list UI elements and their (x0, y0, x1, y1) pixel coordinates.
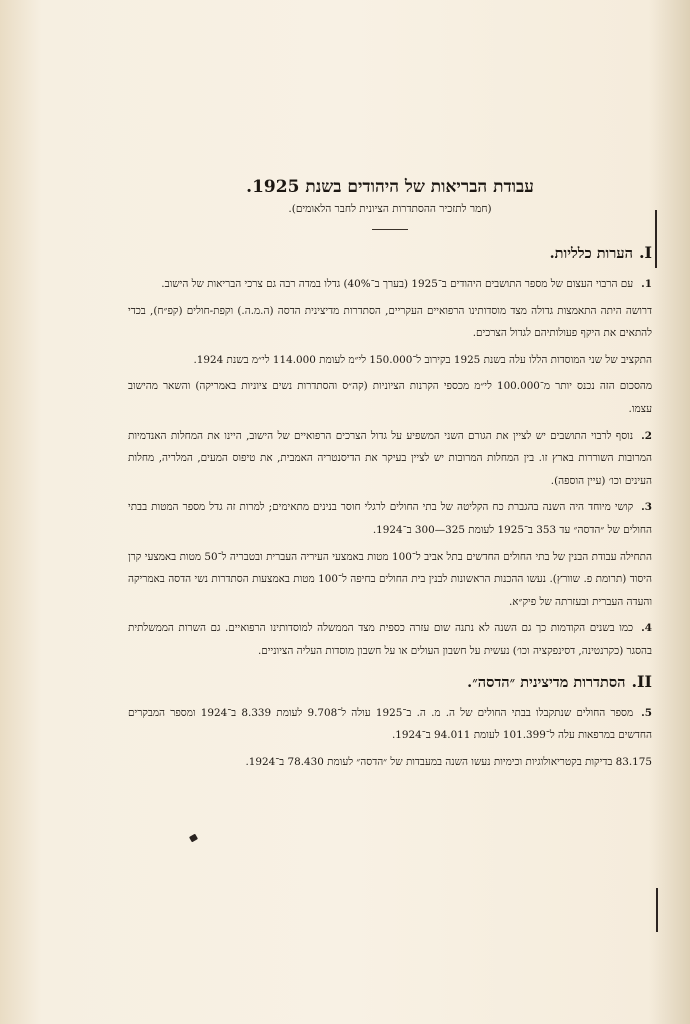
paragraph-number: 4. (641, 622, 652, 635)
paragraph (128, 300, 652, 345)
section-2-number: II. (631, 671, 652, 691)
document-body (128, 175, 652, 777)
document-title: עבודת הבריאות של היהודים בשנת 1925. (246, 177, 534, 197)
ink-spot (189, 834, 198, 843)
paragraph-text: מהסכום הזה נכנס יותר מ־100.000 לי״מ מכספי הקרנות הציוניות (קה״ס והסתדרות נשים ציוניות באמריקה) והשאר מהישוב עצמו. (128, 380, 652, 415)
paragraph-text: קושי מיוחד היה השנה בהגברת כח הקליטה של בתי החולים לרגלי חוסר בנינים מתאימים; למרות זה גדל מספר המטות בבתי החולים של ״הדסה״ עד 353 ב־1925 לעומת 325—300 ב־1924. (128, 501, 652, 536)
paragraph (128, 702, 652, 747)
paragraph (128, 617, 652, 662)
section-2-title: הסתדרות מדיצינית ״הדסה״. (467, 673, 626, 691)
section-2-heading (128, 671, 652, 694)
paragraph (128, 496, 652, 541)
paragraph-text: כמו בשנים הקודמות כך גם השנה לא נתנה שום עזרה כספית מצד הממשלה למוסדותינו הרפואיים. גם השרות הממשלתית בהסגר (כקרנטינה, דסינפקציה וכו׳) נעשית על חשבון העולים או על חשבון מוסדות העליה הציוניים. (128, 622, 652, 657)
paragraph-text: התחילה עבודת הבנין של בתי החולים החדשים בתל אביב ל־100 מטות באמצעי העיריה העברית ובטבריה ל־50 מטות באמצעי קרן היסוד (תרומת פ. שוורץ). נעשו ההכנות הראשונות לבנין בית החולים בחיפה ל־100 מטות באמצעות הסתדרות נשי הדסה באמריקה והעדה העברית ובעזרתה של פיק״א. (128, 550, 652, 608)
section-1-heading (128, 242, 652, 265)
paragraph-number: 3. (641, 501, 652, 514)
binding-mark-bottom (656, 888, 658, 932)
paragraph (128, 751, 652, 774)
paragraph-text: 83.175 בדיקות בקטריאולוגיות וכימיות נעשו השנה במעבדות של ״הדסה״ לעומת 78.430 ב־1924. (245, 755, 652, 768)
paragraph-text: מספר החולים שנתקבלו בבתי החולים של ה. מ. ה. ב־1925 עולה ל־9.708 לעומת 8.339 ב־1924 ומספר המבקרים החדשים במרפאות עלה ל־101.399 לעומת 94.011 ב־1924. (128, 706, 652, 742)
section-1-title: הערות כלליות. (549, 245, 633, 262)
paragraph-text: נוסף לרבוי התושבים יש לציין את הגורם השני המשפיע על גדול הצרכים הרפואיים של הישוב, היינו את המחלות האנדמיות המרובות השוררות בארץ זו. בין המחלות המרובות יש לציין בעיקר את הדיסנטריה האמבית, את טיפוס המעים, המלריה, מחלות העינים וכו׳ (עיין הוספה). (128, 429, 652, 487)
paragraph-text: דרושה היתה התאמצות גדולה מצד מוסדותינו הרפואיים העקריים, הסתדרות מדיצינית הדסה (ה.מ.ה.) וקפת-חולים (קפ״ח), בכדי להתאים את היקף פעולותיהם לגדול הצרכים. (128, 304, 652, 340)
section-1-number: I. (638, 243, 652, 262)
paragraph-text: התקציב של שני המוסדות הללו עלה בשנת 1925 בקירוב ל־150.000 לי״מ לעומת 114.000 לי״מ בשנת 1924. (193, 353, 652, 366)
paragraph-number: 1. (641, 278, 652, 290)
document-subtitle: (חמר לתזכיר ההסתדרות הציונית לחבר הלאומים). (288, 203, 492, 215)
paragraph (128, 425, 652, 493)
paragraph (128, 349, 652, 372)
paragraph (128, 375, 652, 420)
paragraph (128, 273, 652, 296)
title-divider (372, 229, 408, 230)
binding-mark-top (655, 210, 657, 268)
paragraph-text: עם הרבוי העצום של מספר התושבים היהודים ב־1925 (בערך ב־40%) גדלו במדה רבה גם צרכי הבריאות של הישוב. (161, 278, 634, 290)
paragraph (128, 546, 652, 614)
paragraph-number: 5. (641, 706, 652, 719)
paragraph-number: 2. (641, 429, 652, 442)
